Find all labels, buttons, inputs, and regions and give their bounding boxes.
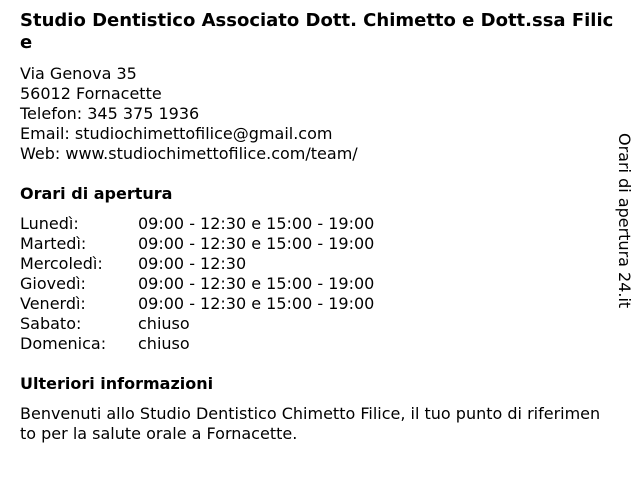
additional-info-text: Benvenuti allo Studio Dentistico Chimetto Filice, il tuo punto di riferimento per la salute orale a Fornacette.	[20, 404, 601, 443]
address-city: 56012 Fornacette	[20, 84, 162, 103]
time-range: 09:00 - 12:30 e 15:00 - 19:00	[138, 294, 375, 313]
time-range: 09:00 - 12:30 e 15:00 - 19:00	[138, 214, 375, 233]
time-range: 09:00 - 12:30 e 15:00 - 19:00	[138, 234, 375, 253]
time-range: chiuso	[138, 334, 190, 353]
day-label: Lunedì:	[20, 214, 79, 233]
time-range: 09:00 - 12:30 e 15:00 - 19:00	[138, 274, 375, 293]
day-label: Mercoledì:	[20, 254, 103, 273]
day-label: Sabato:	[20, 314, 82, 333]
watermark	[611, 133, 637, 313]
contact-block	[20, 64, 358, 164]
phone-number: Telefon: 345 375 1936	[20, 104, 200, 123]
day-label: Domenica:	[20, 334, 107, 353]
time-range: chiuso	[138, 314, 190, 333]
time-range: 09:00 - 12:30	[138, 254, 247, 273]
page-title: Studio Dentistico Associato Dott. Chimetto e Dott.ssa Filice	[20, 10, 614, 53]
email-address: Email: studiochimettofilice@gmail.com	[20, 124, 333, 143]
additional-info-heading: Ulteriori informazioni	[20, 374, 214, 393]
watermark-text: Orari di apertura 24.it	[615, 133, 634, 309]
day-label: Venerdì:	[20, 294, 86, 313]
website-url: Web: www.studiochimettofilice.com/team/	[20, 144, 358, 163]
day-label: Martedì:	[20, 234, 87, 253]
day-label: Giovedì:	[20, 274, 86, 293]
address-street: Via Genova 35	[20, 64, 137, 83]
opening-hours-heading: Orari di apertura	[20, 184, 173, 203]
